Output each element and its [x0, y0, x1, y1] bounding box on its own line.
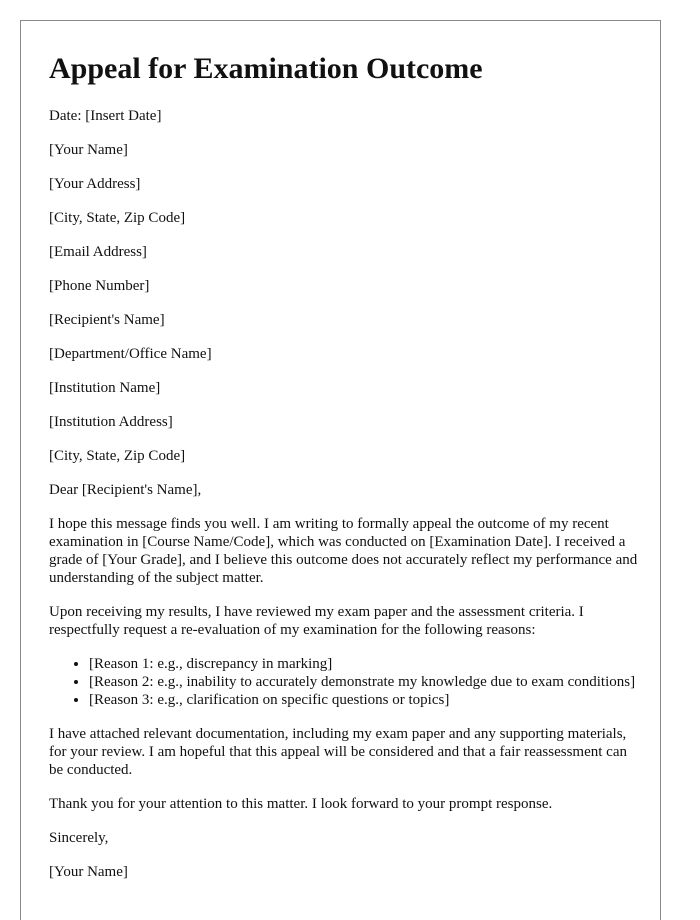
closing: Sincerely, [49, 830, 109, 846]
sender-city: [City, State, Zip Code] [49, 210, 186, 226]
signature-name: [Your Name] [49, 864, 128, 880]
body-paragraph-documentation: I have attached relevant documentation, including my exam paper and any supporting materials, for your review. I am hopeful that this appeal will be considered and that a fair reassessment can be conducted. [49, 726, 627, 778]
sender-email: [Email Address] [49, 244, 147, 260]
reasons-list [49, 655, 639, 709]
recipient-department: [Department/Office Name] [49, 346, 212, 362]
letter-body [49, 107, 639, 897]
letter-title: Appeal for Examination Outcome [49, 52, 483, 85]
sender-name: [Your Name] [49, 142, 128, 158]
reason-item: • [Reason 1: e.g., discrepancy in marking] [89, 655, 639, 673]
recipient-institution: [Institution Name] [49, 380, 161, 396]
sender-address: [Your Address] [49, 176, 141, 192]
recipient-city: [City, State, Zip Code] [49, 448, 186, 464]
recipient-name: [Recipient's Name] [49, 312, 165, 328]
reason-item: • [Reason 3: e.g., clarification on specific questions or topics] [89, 691, 639, 709]
recipient-address: [Institution Address] [49, 414, 173, 430]
body-paragraph-intro: I hope this message finds you well. I am writing to formally appeal the outcome of my recent examination in [Course Name/Code], which was conducted on [Examination Date]. I received a grade of [Your Grade], and I believe this outcome does not accurately reflect my performance and understanding of the subject matter. [49, 516, 638, 586]
salutation: Dear [Recipient's Name], [49, 482, 202, 498]
body-paragraph-reasons-lead: Upon receiving my results, I have reviewed my exam paper and the assessment criteria. I respectfully request a re-evaluation of my examination for the following reasons: [49, 604, 584, 638]
sender-phone: [Phone Number] [49, 278, 150, 294]
body-paragraph-thanks: Thank you for your attention to this matter. I look forward to your prompt response. [49, 796, 553, 812]
reason-item: • [Reason 2: e.g., inability to accurately demonstrate my knowledge due to exam conditions] [89, 673, 639, 691]
date-line: Date: [Insert Date] [49, 108, 162, 124]
letter-page [20, 20, 661, 920]
